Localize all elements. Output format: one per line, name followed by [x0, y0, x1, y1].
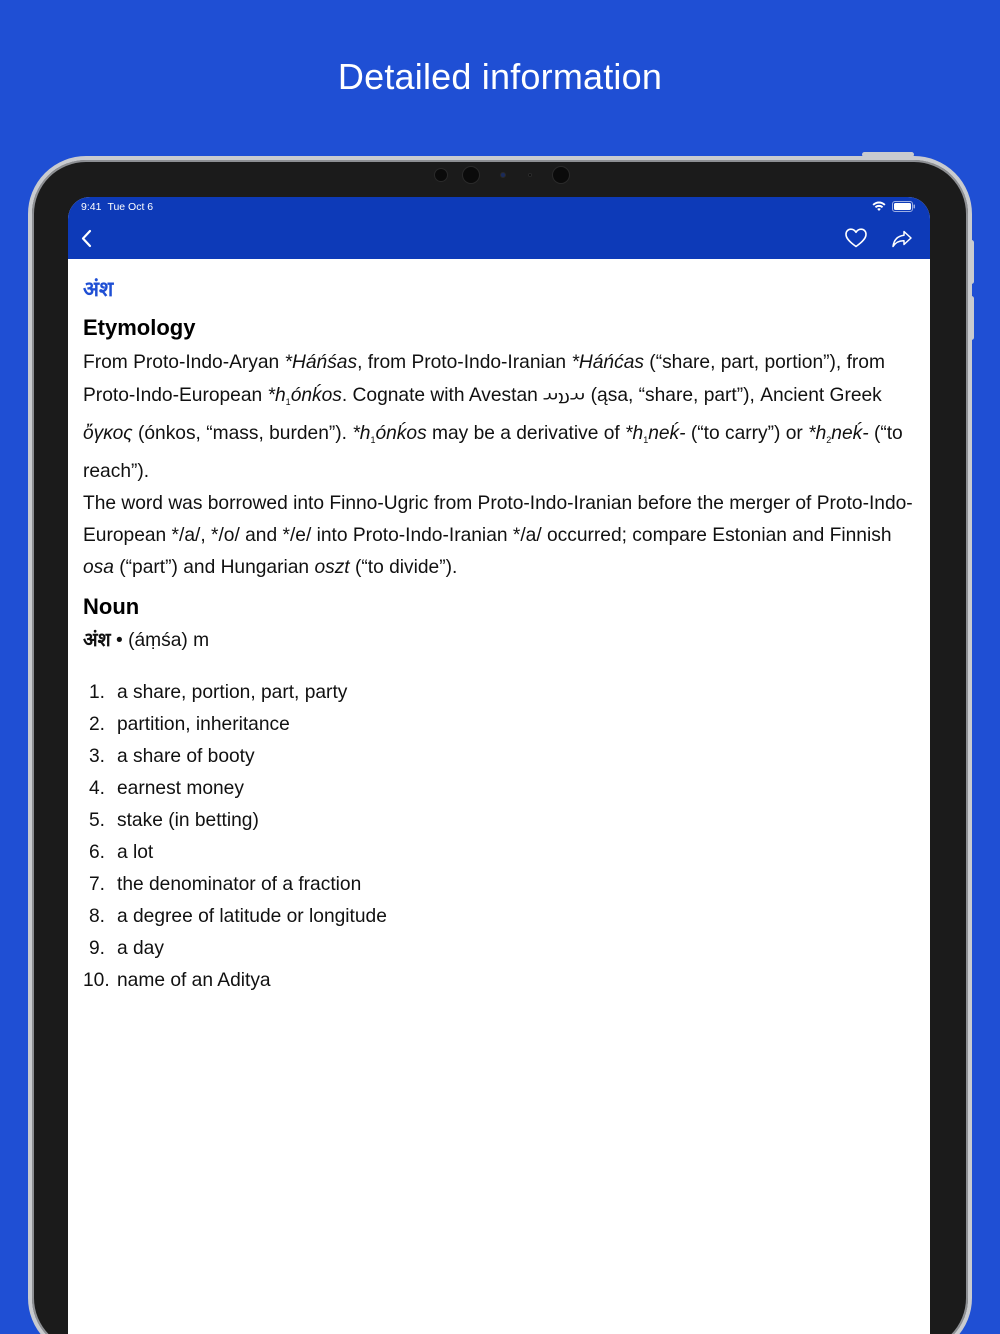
etymon-link[interactable]: *Háńśas [284, 352, 358, 373]
etymon-part: ónḱos [375, 423, 427, 444]
etymology-heading: Etymology [83, 315, 196, 340]
etymology-text: (“to reach”). [83, 423, 903, 482]
sense-number: 9. [88, 938, 105, 959]
cognate-word[interactable]: oszt [314, 557, 350, 578]
camera-icon [462, 166, 480, 184]
camera-icon [434, 168, 448, 182]
cognate-word[interactable]: osa [83, 557, 114, 578]
etymology-paragraph [83, 488, 915, 584]
list-item [83, 965, 915, 997]
wifi-icon [872, 201, 886, 212]
etymology-text: may be a derivative of [426, 423, 626, 444]
etymon-part: *h [808, 423, 827, 444]
camera-icon [552, 166, 570, 184]
etymology-text: (“part”) and Hungarian [113, 557, 315, 578]
navigation-bar [68, 197, 930, 259]
etymology-text: (“to divide”). [349, 557, 458, 578]
sense-number: 4. [88, 778, 105, 799]
back-button[interactable] [76, 227, 102, 251]
etymology-text: . Cognate with Avestan [341, 385, 544, 406]
etymon-subscript: 1 [285, 397, 291, 407]
status-bar [81, 201, 153, 213]
etymology-text: The word was borrowed into Finno-Ugric from Proto-Indo-Iranian before the merger of Proto-Indo-European */a/, */o/ and */e/ into Proto-Indo-Iranian */a/ occurred; compare Estonian and Finnish [83, 493, 913, 546]
list-item [83, 805, 915, 837]
etymon-part: *h [352, 423, 371, 444]
etymon-link[interactable] [268, 385, 342, 406]
etymology-paragraph [83, 347, 915, 488]
etymon-part: *h [625, 423, 644, 444]
list-item [83, 869, 915, 901]
list-item [83, 933, 915, 965]
sense-text: partition, inheritance [117, 714, 290, 735]
sense-text: a day [117, 938, 164, 959]
sense-text: stake (in betting) [117, 810, 259, 831]
sense-number: 7. [88, 874, 105, 895]
headword: अंश [83, 277, 114, 301]
entry-content [83, 259, 915, 997]
sense-number: 6. [88, 842, 105, 863]
app-screen [68, 197, 930, 1334]
etymon-subscript: 1 [370, 435, 376, 445]
sense-number: 3. [88, 746, 105, 767]
sensor-icon [500, 172, 506, 178]
sense-text: name of an Aditya [117, 970, 271, 991]
etymon-part: *h [267, 385, 286, 406]
list-item [83, 709, 915, 741]
status-icons [872, 201, 916, 212]
etymology-text: (ónkos, “mass, burden”). [132, 423, 353, 444]
sense-list [83, 677, 915, 997]
etymon-link[interactable] [625, 423, 685, 444]
sense-number: 1. [88, 682, 105, 703]
etymon-link[interactable]: *Háńćas [571, 352, 644, 373]
list-item [83, 837, 915, 869]
etymon-link[interactable] [808, 423, 868, 444]
volume-up-button [969, 240, 974, 284]
list-item [83, 677, 915, 709]
volume-down-button [969, 296, 974, 340]
greek-word[interactable]: ὄγκος [83, 423, 133, 444]
status-time: 9:41 [81, 201, 102, 213]
chevron-left-icon [76, 227, 102, 251]
etymology-text: (“share, part, portion”), from Proto-Indo-European [83, 352, 885, 406]
sense-text: earnest money [117, 778, 244, 799]
sense-text: a share, portion, part, party [117, 682, 348, 703]
list-item [83, 741, 915, 773]
list-item [83, 901, 915, 933]
battery-icon [892, 201, 916, 212]
sense-text: a degree of latitude or longitude [117, 906, 387, 927]
etymon-subscript: 2 [826, 435, 832, 445]
promo-title: Detailed information [337, 56, 663, 97]
noun-headword-line [83, 624, 915, 657]
noun-heading: Noun [83, 594, 140, 619]
sense-number: 5. [88, 810, 105, 831]
sense-text: a share of booty [117, 746, 255, 767]
etymon-link[interactable] [352, 423, 426, 444]
share-button[interactable] [890, 228, 914, 250]
sense-number: 10. [83, 970, 110, 991]
etymon-part: neḱ- [648, 423, 686, 444]
status-date: Tue Oct 6 [107, 201, 154, 213]
etymon-subscript: 1 [643, 435, 649, 445]
etymon-part: neḱ- [831, 423, 869, 444]
sensor-icon [528, 173, 532, 177]
share-icon [890, 228, 914, 250]
favorite-button[interactable] [844, 227, 868, 249]
sense-text: the denominator of a fraction [117, 874, 362, 895]
etymology-text: From Proto-Indo-Aryan [83, 352, 285, 373]
sense-number: 8. [88, 906, 105, 927]
etymon-part: ónḱos [290, 385, 342, 406]
sense-number: 2. [88, 714, 105, 735]
top-button [862, 152, 914, 157]
etymology-text: , from Proto-Indo-Iranian [357, 352, 572, 373]
avestan-word[interactable]: 𐬀𐬯𐬀 [543, 383, 586, 406]
etymology-text: (ąsa, “share, part”), Ancient Greek [585, 385, 882, 406]
heart-icon [844, 227, 868, 249]
noun-transliteration: • (áṃśa) m [110, 630, 210, 651]
list-item [83, 773, 915, 805]
sense-text: a lot [117, 842, 154, 863]
etymology-text: (“to carry”) or [685, 423, 809, 444]
noun-form: अंश [83, 628, 111, 651]
